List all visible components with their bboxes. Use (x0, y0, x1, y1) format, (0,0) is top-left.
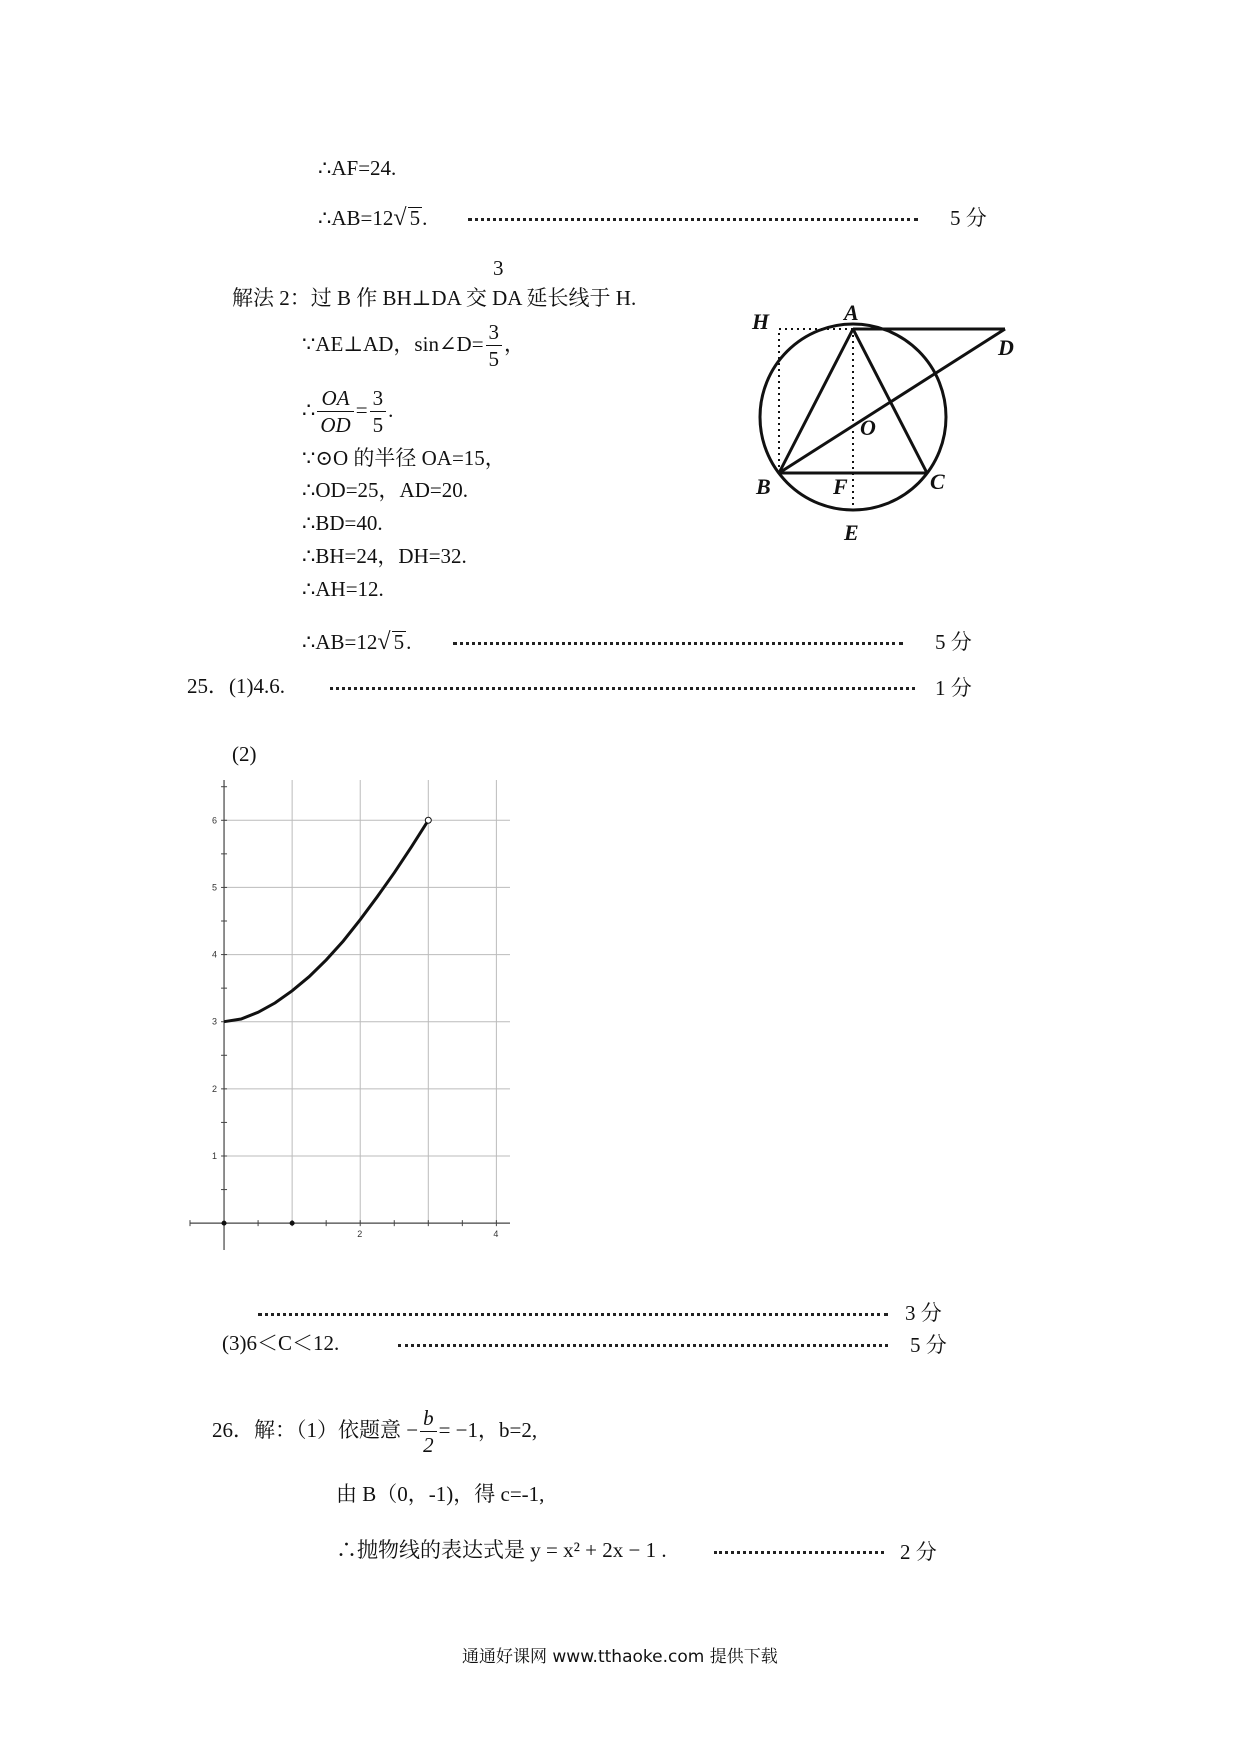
y-tick-label: 3 (212, 1016, 218, 1027)
line-oa-od: ∴ $\frac{OA}{OD}$ = $\frac{3}{5}$ . (302, 386, 394, 437)
y-tick-label: 2 (212, 1083, 218, 1094)
line-q25-2: (2) (232, 742, 257, 766)
y-tick-label: 4 (212, 949, 218, 960)
line-ae-ad: ∵AE⊥AD，sin∠D= $\frac{3}{5}$ ， (302, 320, 526, 371)
circle-o (760, 324, 946, 510)
leader-dots (398, 1344, 888, 1347)
x-tick-label: 2 (357, 1229, 363, 1240)
leader-dots (453, 642, 903, 645)
grid-lines (224, 780, 510, 1223)
score-label: 1 分 (935, 676, 972, 700)
sqrt-5-b: 5 (393, 630, 405, 654)
line-method-2: 解法 2：过 B 作 BH⊥DA 交 DA 延长线于 H. (232, 286, 637, 310)
score-label: 2 分 (900, 1540, 937, 1564)
label-a: A (844, 300, 859, 325)
score-label: 3 分 (905, 1301, 942, 1325)
leader-dots (468, 218, 918, 221)
segment-ab (779, 329, 853, 473)
line-af: ∴AF=24. (318, 156, 397, 180)
label-e: E (844, 520, 859, 545)
line-od-ad: ∴OD=25，AD=20. (302, 478, 468, 502)
page-footer: 通通好课网 www.tthaoke.com 提供下载 (462, 1647, 778, 1667)
fraction-b-2: $\frac{b}{2}$ (420, 1408, 437, 1456)
stray-number: 3 (493, 256, 504, 280)
score-label: 5 分 (910, 1333, 947, 1357)
line-q26-1: 26．解：（1）依题意 − $\frac{b}{2}$ = −1，b=2, (212, 1406, 538, 1457)
geometry-figure (730, 295, 1030, 555)
axes (190, 780, 510, 1250)
leader-dots (330, 687, 915, 690)
series-line (224, 820, 428, 1021)
label-c: C (930, 469, 945, 494)
fraction-oa-od: $\frac{OA}{OD}$ (317, 388, 353, 436)
label-h: H (752, 309, 770, 334)
leader-dots (714, 1551, 884, 1554)
line-ah: ∴AH=12. (302, 577, 384, 601)
tick-labels (212, 815, 498, 1239)
label-d: D (998, 335, 1014, 360)
line-ab-1: ∴AB=12√ 5. (318, 205, 428, 231)
score-label: 5 分 (935, 630, 972, 654)
label-b: B (756, 474, 771, 499)
line-ab-2: ∴AB=12√ 5. (302, 629, 412, 655)
line-bh-dh: ∴BH=24，DH=32. (302, 544, 467, 568)
x-tick-label: 4 (493, 1229, 499, 1240)
label-f: F (833, 474, 848, 499)
y-tick-label: 6 (212, 815, 218, 826)
line-q25-3: (3)6＜C＜12. (222, 1331, 340, 1355)
line-q26-expr: ∴抛物线的表达式是 y = x² + 2x − 1 . (336, 1538, 667, 1562)
label-o: O (860, 415, 876, 440)
origin-dot (222, 1221, 227, 1226)
line-radius: ∵⊙O 的半径 OA=15， (302, 446, 506, 470)
axis-dot (290, 1221, 295, 1226)
segment-bd (779, 329, 1005, 473)
y-tick-label: 5 (212, 882, 218, 893)
series-endpoint (425, 817, 431, 823)
leader-dots (258, 1313, 888, 1316)
line-bd: ∴BD=40. (302, 511, 383, 535)
function-graph (180, 770, 520, 1270)
line-q25-1: 25．(1)4.6. (187, 674, 285, 698)
y-tick-label: 1 (212, 1151, 218, 1161)
sqrt-5: 5 (409, 206, 421, 230)
score-label: 5 分 (950, 206, 987, 230)
fraction-3-5: $\frac{3}{5}$ (486, 322, 503, 370)
line-q26-c: 由 B（0，-1)，得 c=-1, (336, 1482, 545, 1506)
fraction-3-5-b: $\frac{3}{5}$ (370, 388, 387, 436)
